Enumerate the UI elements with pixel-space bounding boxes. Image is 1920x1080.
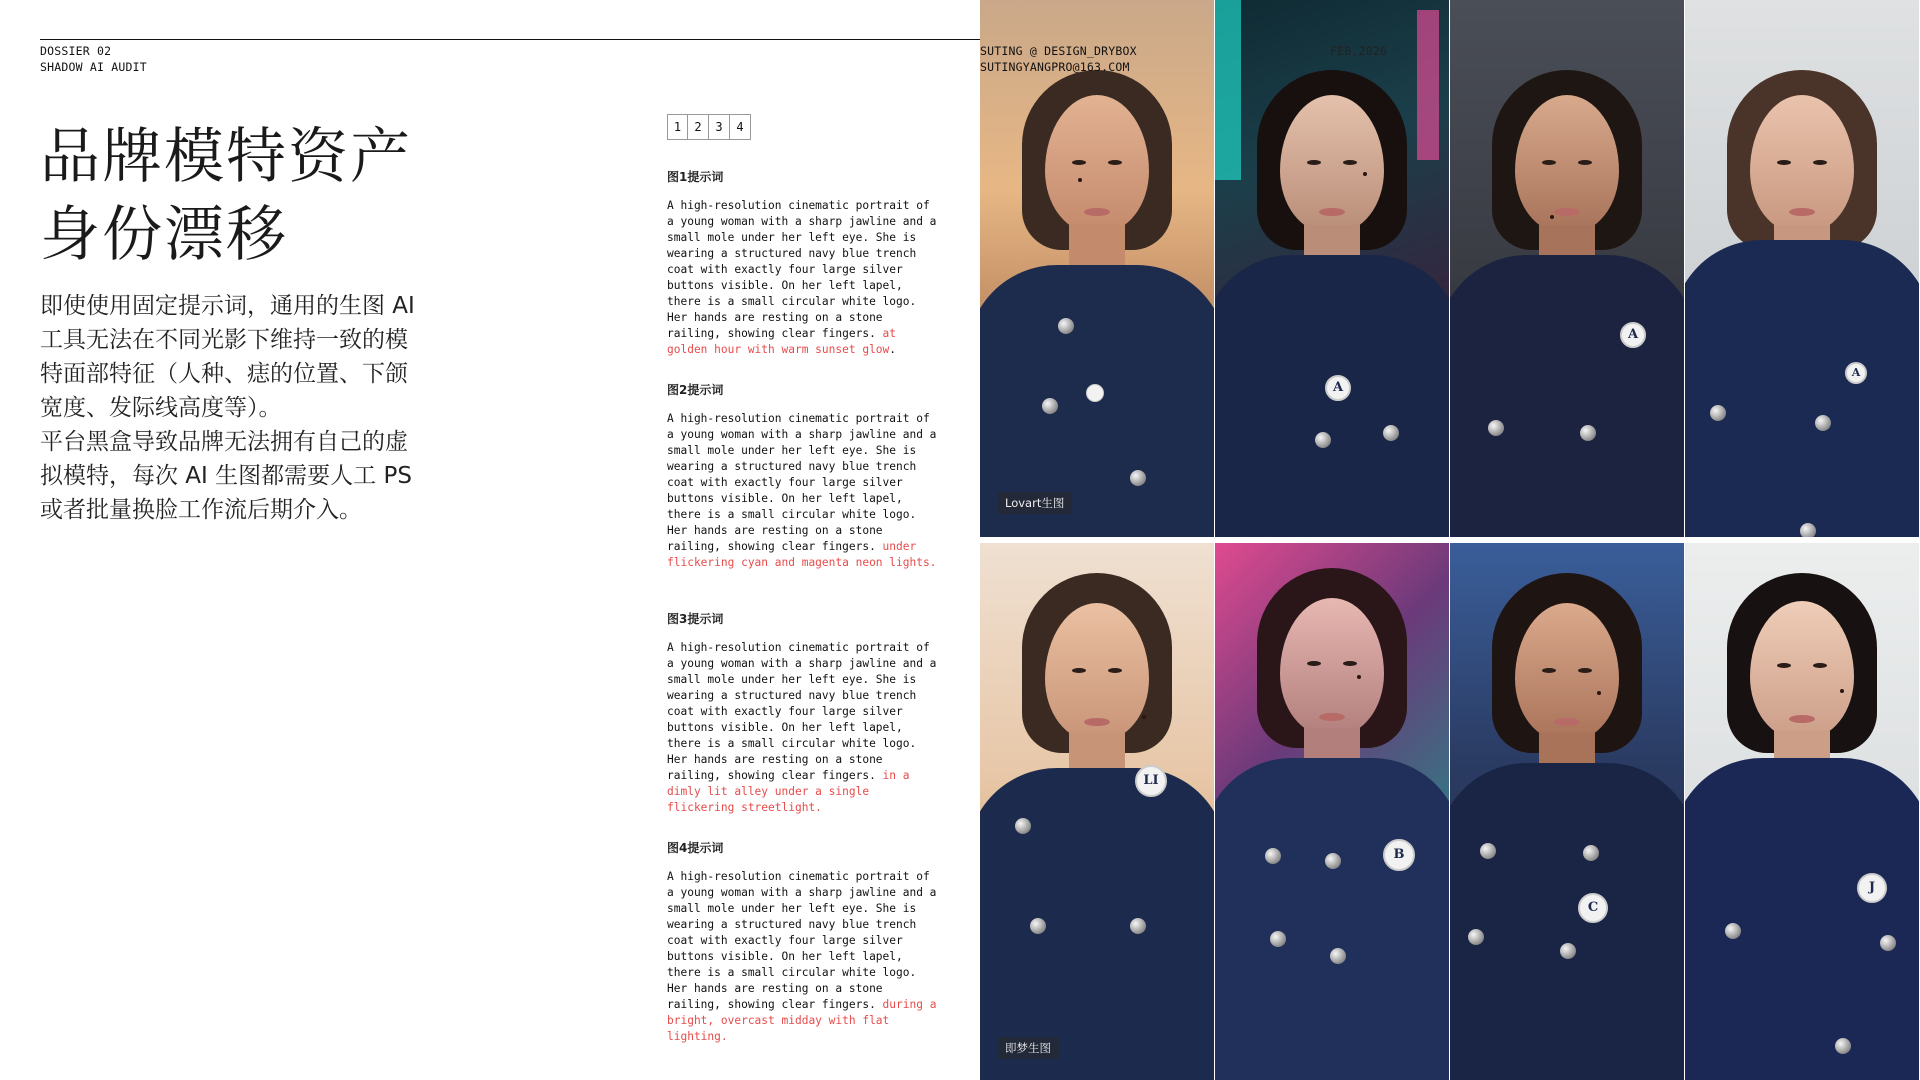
desc-line: 特面部特征（人种、痣的位置、下颌 — [40, 361, 408, 387]
prompt-text — [667, 198, 942, 358]
prompt-text — [667, 869, 942, 1045]
prompt-highlight: at golden hour with warm sunset glow — [667, 327, 897, 356]
desc-line: 工具无法在不同光影下维持一致的模 — [40, 327, 408, 353]
lapel-logo-icon: B — [1383, 839, 1415, 871]
desc-line: 或者批量换脸工作流后期介入。 — [40, 497, 362, 523]
page-button-3[interactable]: 3 — [709, 114, 730, 140]
prompt-block-1 — [667, 170, 942, 358]
prompt-highlight: in a dimly lit alley under a single flickering streetlight. — [667, 769, 910, 814]
page-button-2[interactable]: 2 — [688, 114, 709, 140]
lapel-logo-icon: C — [1578, 893, 1608, 923]
prompt-end: . — [889, 343, 897, 356]
desc-line: 宽度、发际线高度等）。 — [40, 395, 282, 421]
prompt-base: A high-resolution cinematic portrait of a young woman with a sharp jawline and a small mole under her left eye. She is wearing a structured navy blue trench coat with exactly four large silver buttons visible. On her left lapel, there is a small circular white logo. Her hands are resting on a stone railing, showing clear fingers. — [667, 870, 937, 1011]
portrait-lovart-1[interactable] — [980, 0, 1214, 537]
lapel-logo-icon: A — [1325, 375, 1351, 401]
prompt-label: 图1提示词 — [667, 170, 724, 184]
prompt-label: 图4提示词 — [667, 841, 724, 855]
prompt-label: 图2提示词 — [667, 383, 724, 397]
prompt-text — [667, 411, 942, 571]
prompt-label: 图3提示词 — [667, 612, 724, 626]
prompt-base: A high-resolution cinematic portrait of a young woman with a sharp jawline and a small mole under her left eye. She is wearing a structured navy blue trench coat with exactly four large silver buttons visible. On her left lapel, there is a small circular white logo. Her hands are resting on a stone railing, showing clear fingers. — [667, 412, 937, 553]
portrait-jimeng-1[interactable] — [980, 543, 1214, 1080]
prompt-base: A high-resolution cinematic portrait of a young woman with a sharp jawline and a small mole under her left eye. She is wearing a structured navy blue trench coat with exactly four large silver buttons visible. On her left lapel, there is a small circular white logo. Her hands are resting on a stone railing, showing clear fingers. — [667, 199, 937, 340]
portrait-jimeng-4[interactable] — [1685, 543, 1919, 1080]
page-button-4[interactable]: 4 — [730, 114, 751, 140]
title-line-2: 身份漂移 — [40, 200, 288, 270]
header-date: FEB,2026 — [1330, 44, 1387, 58]
portrait-lovart-2[interactable] — [1215, 0, 1449, 537]
desc-line: 平台黑盒导致品牌无法拥有自己的虚 — [40, 429, 408, 455]
caption-lovart: Lovart生图 — [997, 492, 1072, 514]
portrait-jimeng-3[interactable] — [1450, 543, 1684, 1080]
photo-grid — [980, 0, 1920, 1080]
portrait-lovart-4[interactable] — [1685, 0, 1919, 537]
portrait-jimeng-2[interactable] — [1215, 543, 1449, 1080]
page-description — [40, 289, 440, 527]
title-line-1: 品牌模特资产 — [40, 122, 412, 192]
portrait-lovart-3[interactable] — [1450, 0, 1684, 537]
author-email: SUTINGYANGPRO@163.COM — [980, 60, 1130, 74]
prompt-highlight: under flickering cyan and magenta neon lights. — [667, 540, 937, 569]
prompt-highlight: during a bright, overcast midday with flat lighting. — [667, 998, 937, 1043]
desc-line: 拟模特，每次 AI 生图都需要人工 PS — [40, 463, 412, 489]
dossier-subtitle: SHADOW AI AUDIT — [40, 60, 147, 74]
prompt-base: A high-resolution cinematic portrait of a young woman with a sharp jawline and a small mole under her left eye. She is wearing a structured navy blue trench coat with exactly four large silver buttons visible. On her left lapel, there is a small circular white logo. Her hands are resting on a stone railing, showing clear fingers. — [667, 641, 937, 782]
caption-jimeng: 即梦生图 — [997, 1037, 1059, 1059]
header-left — [40, 43, 147, 75]
prompt-block-2 — [667, 383, 942, 571]
lapel-logo-icon: LI — [1135, 765, 1167, 797]
prompt-text — [667, 640, 942, 816]
prompt-block-4 — [667, 841, 942, 1045]
lapel-logo-icon: A — [1620, 322, 1646, 348]
header-author — [980, 43, 1137, 75]
lapel-logo-icon: J — [1857, 873, 1887, 903]
desc-line: 即使使用固定提示词，通用的生图 AI — [40, 293, 415, 319]
page-title — [40, 118, 412, 274]
page-button-1[interactable]: 1 — [667, 114, 688, 140]
dossier-label: DOSSIER 02 — [40, 44, 112, 58]
author-name: SUTING @ DESIGN_DRYBOX — [980, 44, 1137, 58]
pager — [667, 114, 751, 140]
lapel-logo-icon: A — [1845, 362, 1867, 384]
prompt-block-3 — [667, 612, 942, 816]
